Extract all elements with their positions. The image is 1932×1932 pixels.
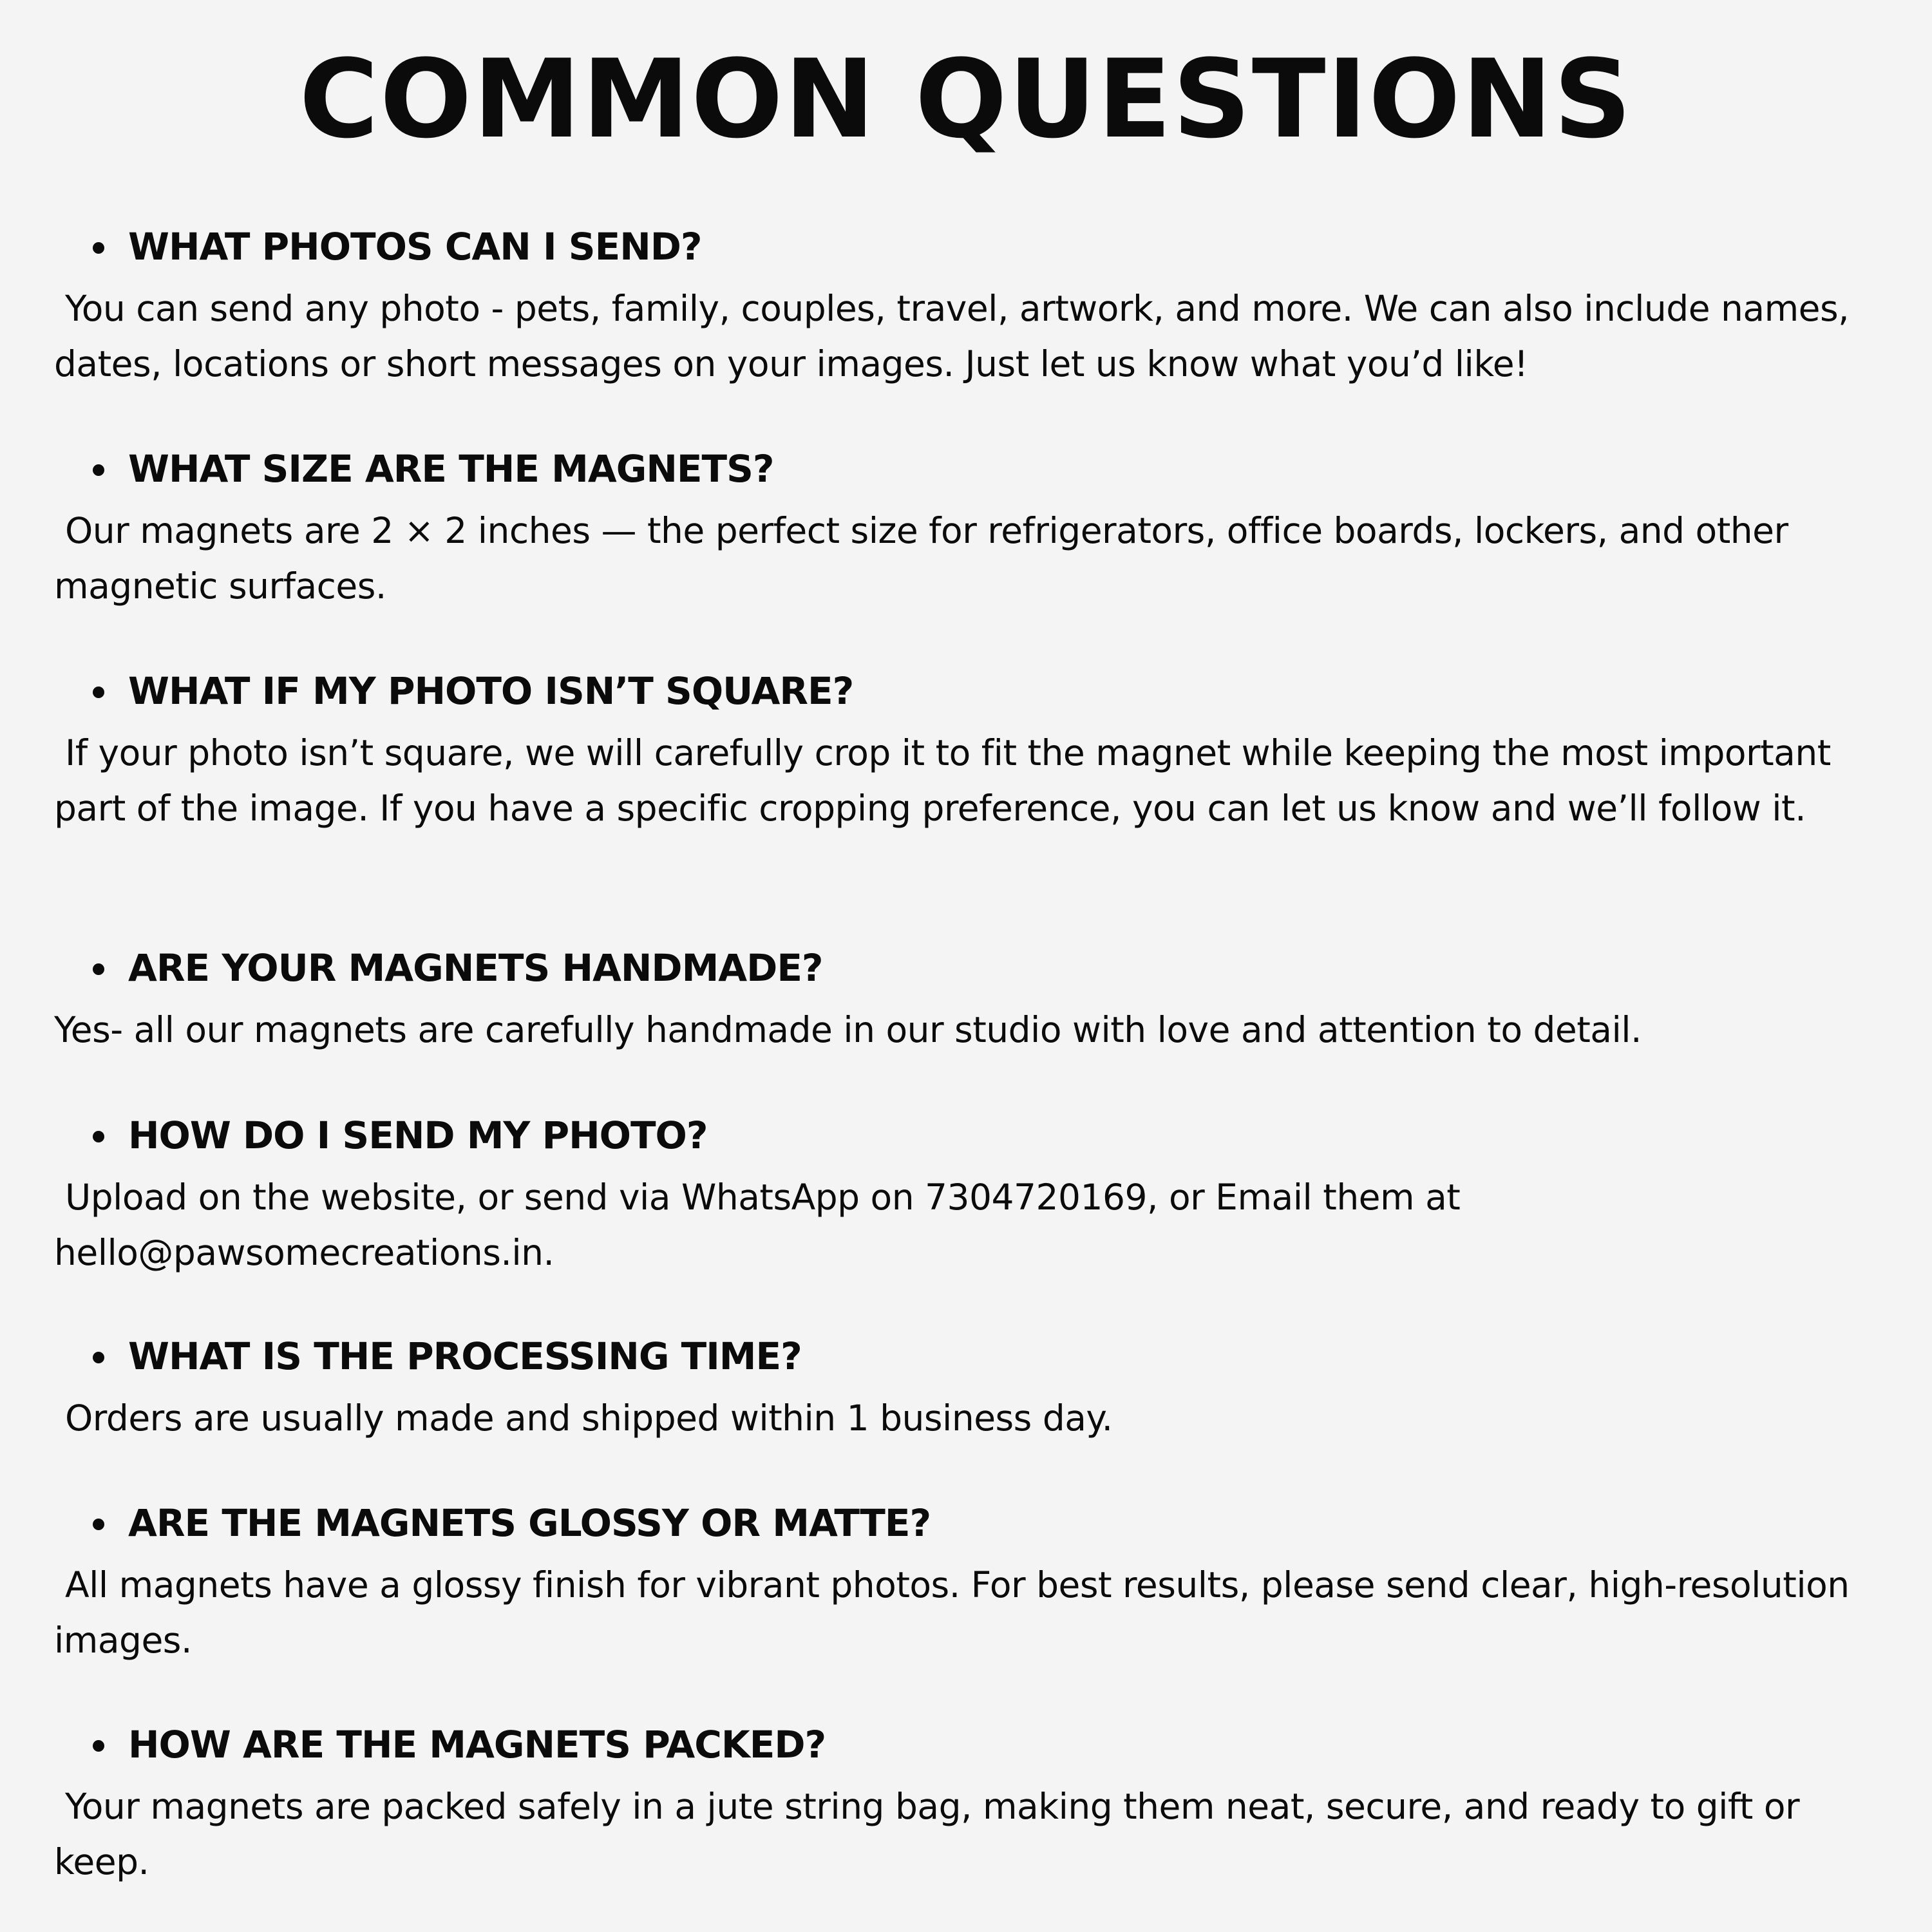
faq-question bbox=[54, 225, 1896, 268]
faq-item-size bbox=[54, 448, 1896, 614]
bullet-icon bbox=[93, 687, 104, 698]
bullet-icon bbox=[93, 963, 104, 975]
faq-question bbox=[54, 670, 1896, 712]
faq-item-finish bbox=[54, 1502, 1896, 1668]
faq-answer: Orders are usually made and shipped within 1 business day. bbox=[54, 1397, 1113, 1439]
faq-answer: Yes- all our magnets are carefully handmade in our studio with love and attention to detail. bbox=[54, 1009, 1642, 1050]
bullet-icon bbox=[93, 1131, 104, 1142]
faq-question-text: WHAT IF MY PHOTO ISN’T SQUARE? bbox=[128, 669, 854, 713]
faq-question-text: HOW ARE THE MAGNETS PACKED? bbox=[128, 1723, 826, 1766]
faq-question-text: WHAT IS THE PROCESSING TIME? bbox=[128, 1334, 802, 1378]
faq-question-text: HOW DO I SEND MY PHOTO? bbox=[128, 1113, 708, 1157]
bullet-icon bbox=[93, 1519, 104, 1530]
faq-question-text: WHAT PHOTOS CAN I SEND? bbox=[128, 225, 702, 269]
faq-answer: Our magnets are 2 × 2 inches — the perfect size for refrigerators, office boards, lockers, and other magnetic surfaces. bbox=[54, 510, 1799, 607]
faq-question bbox=[54, 1335, 1896, 1378]
faq-question-text: WHAT SIZE ARE THE MAGNETS? bbox=[128, 447, 774, 491]
faq-item-send-photo bbox=[54, 1114, 1896, 1280]
faq-answer: If your photo isn’t square, we will carefully crop it to fit the magnet while keeping the most important part of the image. If you have a specific cropping preference, you can let us know and we’ll follow it. bbox=[54, 732, 1842, 829]
faq-question bbox=[54, 1723, 1896, 1766]
faq-answer: All magnets have a glossy finish for vibrant photos. For best results, please send clear, high-resolution images. bbox=[54, 1564, 1861, 1661]
bullet-icon bbox=[93, 1740, 104, 1752]
faq-question bbox=[54, 1114, 1896, 1157]
faq-question bbox=[54, 1502, 1896, 1544]
faq-item-packing bbox=[54, 1723, 1896, 1889]
faq-item-square bbox=[54, 670, 1896, 836]
faq-item-handmade bbox=[54, 947, 1896, 1057]
faq-item-photos bbox=[54, 225, 1896, 392]
faq-item-processing-time bbox=[54, 1335, 1896, 1446]
bullet-icon bbox=[93, 464, 104, 476]
bullet-icon bbox=[93, 242, 104, 254]
faq-answer: Your magnets are packed safely in a jute string bag, making them neat, secure, and ready to gift or keep. bbox=[54, 1786, 1811, 1882]
faq-answer: Upload on the website, or send via WhatsApp on 7304720169, or Email them at hello@pawsomecreations.in. bbox=[54, 1177, 1472, 1273]
page-title: COMMON QUESTIONS bbox=[299, 36, 1633, 162]
faq-question bbox=[54, 448, 1896, 490]
faq-question-text: ARE YOUR MAGNETS HANDMADE? bbox=[128, 946, 823, 990]
faq-question-text: ARE THE MAGNETS GLOSSY OR MATTE? bbox=[128, 1501, 931, 1545]
bullet-icon bbox=[93, 1352, 104, 1363]
faq-question bbox=[54, 947, 1896, 989]
faq-answer: You can send any photo - pets, family, couples, travel, artwork, and more. We can also include names, dates, locations or short messages on your images. Just let us know what you’d like! bbox=[54, 288, 1861, 384]
